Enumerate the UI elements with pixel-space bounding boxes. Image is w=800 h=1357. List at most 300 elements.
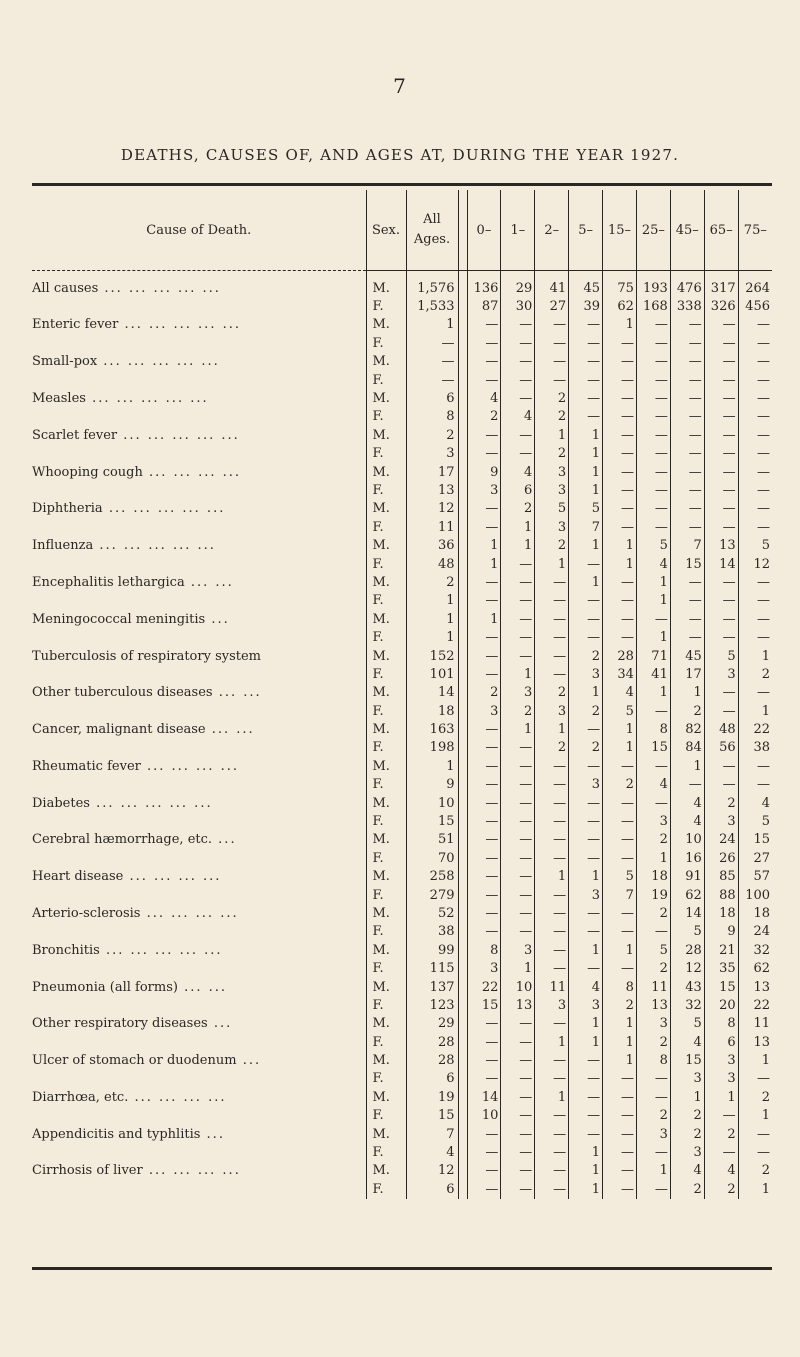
table-body [32,271,772,1199]
cause-cell [32,978,366,996]
age-group-cell: — [603,408,637,426]
cause-cell [32,996,366,1014]
sex-cell: F. [366,297,406,315]
age-group-cell: 1 [569,684,603,702]
age-group-cell: — [535,353,569,371]
age-group-cell: 4 [603,684,637,702]
age-group-cell: 48 [704,720,738,738]
dot-leader: ... ... [177,979,228,995]
age-group-cell: — [738,334,772,352]
age-group-cell: 3 [636,1015,670,1033]
age-group-cell: — [535,1070,569,1088]
age-group-cell: 12 [738,555,772,573]
cause-cell [32,592,366,610]
age-group-cell: — [569,812,603,830]
age-group-cell: — [738,481,772,499]
age-group-cell: 338 [670,297,704,315]
cause-cell [32,573,366,591]
age-group-cell: — [467,426,501,444]
cause-cell [32,757,366,775]
sex-cell: F. [366,1033,406,1051]
age-group-cell: 4 [569,978,603,996]
cause-label: Pneumonia (all forms) [32,979,178,995]
column-divider [458,353,467,371]
age-group-cell: — [467,1180,501,1198]
dot-leader: ... ... [212,685,262,701]
table-row [32,1015,772,1033]
sex-cell: F. [366,481,406,499]
column-divider [458,334,467,352]
column-divider [458,776,467,794]
header-age-group: 15– [603,190,637,271]
column-divider [458,720,467,738]
sex-cell: F. [366,886,406,904]
age-group-cell: 1 [704,1088,738,1106]
age-group-cell: — [569,628,603,646]
age-group-cell: — [670,334,704,352]
age-group-cell: 2 [535,389,569,407]
sex-cell: F. [366,334,406,352]
all-ages-cell: 1 [406,757,458,775]
cause-label: Diarrhœa, etc. [32,1089,129,1105]
all-ages-cell: 15 [406,812,458,830]
age-group-cell: 6 [704,1033,738,1051]
age-group-cell: 45 [569,279,603,297]
table-row [32,647,772,665]
sex-cell: M. [366,720,406,738]
age-group-cell: 4 [704,1162,738,1180]
age-group-cell: 10 [467,1107,501,1125]
dot-leader: ... ... ... ... ... [98,280,221,296]
age-group-cell: 5 [603,868,637,886]
column-divider [458,941,467,959]
age-group-cell: — [501,1051,535,1069]
dot-leader: ... [207,1016,233,1032]
all-ages-cell: 137 [406,978,458,996]
age-group-cell: 8 [603,978,637,996]
age-group-cell: 2 [704,1180,738,1198]
age-group-cell: 75 [603,279,637,297]
all-ages-cell: 1 [406,592,458,610]
age-group-cell: 39 [569,297,603,315]
column-divider [458,628,467,646]
age-group-cell: 14 [704,555,738,573]
table-row [32,849,772,867]
age-group-cell: — [670,518,704,536]
dot-leader: ... ... ... ... [142,464,241,480]
age-group-cell: 3 [636,812,670,830]
age-group-cell: 6 [501,481,535,499]
top-rule [32,183,772,186]
age-group-cell: — [501,573,535,591]
age-group-cell: — [535,776,569,794]
column-divider [458,1088,467,1106]
age-group-cell: 3 [501,941,535,959]
age-group-cell: — [704,500,738,518]
age-group-cell: 1 [535,720,569,738]
dot-leader: ... ... ... ... ... [117,427,240,443]
sex-cell: M. [366,1125,406,1143]
age-group-cell: — [501,334,535,352]
age-group-cell: 1 [670,684,704,702]
cause-cell [32,812,366,830]
all-ages-cell: 4 [406,1143,458,1161]
age-group-cell: — [738,518,772,536]
age-group-cell: 1 [738,647,772,665]
cause-cell [32,316,366,334]
all-ages-cell: 7 [406,1125,458,1143]
age-group-cell: 27 [535,297,569,315]
age-group-cell: 71 [636,647,670,665]
cause-cell [32,445,366,463]
age-group-cell: — [704,389,738,407]
column-divider [458,665,467,683]
age-group-cell: 13 [704,536,738,554]
age-group-cell: 1 [569,1180,603,1198]
age-group-cell: 1 [569,868,603,886]
age-group-cell: 1 [603,1015,637,1033]
sex-cell: M. [366,831,406,849]
age-group-cell: — [467,628,501,646]
age-group-cell: 5 [738,536,772,554]
age-group-cell: — [535,904,569,922]
age-group-cell: 13 [501,996,535,1014]
age-group-cell: 11 [738,1015,772,1033]
sex-cell: M. [366,757,406,775]
table-row [32,1033,772,1051]
age-group-cell: 3 [467,481,501,499]
cause-label: Cerebral hæmorrhage, etc. [32,832,213,848]
sex-cell: M. [366,1088,406,1106]
cause-cell [32,628,366,646]
sex-cell: F. [366,1143,406,1161]
column-divider [458,592,467,610]
age-group-cell: — [636,445,670,463]
sex-cell: M. [366,868,406,886]
cause-label: Meningococcal meningitis [32,611,206,627]
cause-cell [32,297,366,315]
table-row [32,886,772,904]
cause-label: Measles [32,391,86,407]
age-group-cell: 7 [670,536,704,554]
age-group-cell: — [467,757,501,775]
age-group-cell: — [569,353,603,371]
age-group-cell: 1 [738,1051,772,1069]
age-group-cell: — [704,518,738,536]
age-group-cell: 12 [670,959,704,977]
age-group-cell: — [535,610,569,628]
sex-cell: F. [366,592,406,610]
age-group-cell: — [636,1088,670,1106]
age-group-cell: — [704,776,738,794]
column-divider [458,868,467,886]
age-group-cell: 2 [738,1162,772,1180]
column-divider [458,1180,467,1198]
age-group-cell: — [501,371,535,389]
age-group-cell: 28 [670,941,704,959]
age-group-cell: 3 [704,1051,738,1069]
age-group-cell: — [603,389,637,407]
age-group-cell: 14 [467,1088,501,1106]
all-ages-cell: — [406,371,458,389]
table-row [32,316,772,334]
age-group-cell: 3 [569,886,603,904]
age-group-cell: 3 [704,1070,738,1088]
table-row [32,978,772,996]
age-group-cell: — [467,886,501,904]
age-group-cell: 4 [501,408,535,426]
table-row [32,959,772,977]
age-group-cell: 41 [636,665,670,683]
age-group-cell: 2 [603,996,637,1014]
column-divider [458,1033,467,1051]
sex-cell: F. [366,996,406,1014]
age-group-cell: 3 [535,518,569,536]
all-ages-cell: 1 [406,316,458,334]
age-group-cell: 1 [636,849,670,867]
column-divider [458,702,467,720]
cause-cell [32,702,366,720]
table-row [32,463,772,481]
sex-cell: M. [366,1015,406,1033]
age-group-cell: 2 [738,665,772,683]
table-row [32,573,772,591]
age-group-cell: — [501,794,535,812]
age-group-cell: 1 [501,720,535,738]
age-group-cell: 2 [501,702,535,720]
age-group-cell: 82 [670,720,704,738]
all-ages-cell: 11 [406,518,458,536]
age-group-cell: — [670,353,704,371]
age-group-cell: — [603,757,637,775]
cause-cell [32,610,366,628]
all-ages-cell: 123 [406,996,458,1014]
mortality-table [32,190,772,1199]
sex-cell: F. [366,1180,406,1198]
age-group-cell: — [704,353,738,371]
column-divider [458,1107,467,1125]
dot-leader: ... ... ... ... ... [99,942,223,958]
age-group-cell: 20 [704,996,738,1014]
age-group-cell: 9 [704,923,738,941]
age-group-cell: 4 [738,794,772,812]
sex-cell: M. [366,279,406,297]
all-ages-cell: 9 [406,776,458,794]
age-group-cell: — [501,812,535,830]
column-divider [458,886,467,904]
column-divider [458,316,467,334]
sex-cell: F. [366,959,406,977]
age-group-cell: — [704,573,738,591]
sex-cell: F. [366,739,406,757]
age-group-cell: 3 [670,1143,704,1161]
cause-cell [32,923,366,941]
age-group-cell: 2 [636,831,670,849]
age-group-cell: — [636,481,670,499]
age-group-cell: 3 [535,702,569,720]
cause-cell [32,1070,366,1088]
age-group-cell: — [603,1143,637,1161]
age-group-cell: 18 [704,904,738,922]
age-group-cell: 10 [501,978,535,996]
age-group-cell: — [670,592,704,610]
age-group-cell: — [467,518,501,536]
column-divider [458,389,467,407]
cause-cell [32,481,366,499]
all-ages-cell: 38 [406,923,458,941]
age-group-cell: — [738,316,772,334]
cause-cell [32,849,366,867]
all-ages-cell: — [406,353,458,371]
age-group-cell: — [738,353,772,371]
table-spacer [32,271,772,280]
header-age-group: 0– [467,190,501,271]
age-group-cell: 2 [738,1088,772,1106]
age-group-cell: 4 [636,776,670,794]
age-group-cell: — [569,408,603,426]
table-row [32,371,772,389]
age-group-cell: — [535,959,569,977]
all-ages-cell: 1 [406,628,458,646]
age-group-cell: — [704,445,738,463]
age-group-cell: 1 [603,555,637,573]
age-group-cell: 1 [569,1033,603,1051]
age-group-cell: 27 [738,849,772,867]
dot-leader: ... ... ... ... ... [102,501,226,517]
all-ages-cell: 163 [406,720,458,738]
table-row [32,1088,772,1106]
age-group-cell: 15 [704,978,738,996]
cause-cell [32,389,366,407]
column-divider [458,978,467,996]
age-group-cell: — [569,1051,603,1069]
column-divider [458,959,467,977]
age-group-cell: — [670,445,704,463]
age-group-cell: 15 [670,555,704,573]
age-group-cell: — [535,1051,569,1069]
age-group-cell: — [501,1162,535,1180]
table-row [32,408,772,426]
age-group-cell: 5 [670,1015,704,1033]
all-ages-cell: 70 [406,849,458,867]
table-row [32,297,772,315]
dot-leader: ... ... ... ... ... [97,354,220,370]
age-group-cell: 1 [636,573,670,591]
age-group-cell: 100 [738,886,772,904]
age-group-cell: — [467,831,501,849]
age-group-cell: 1 [636,628,670,646]
age-group-cell: — [501,647,535,665]
age-group-cell: 1 [569,481,603,499]
age-group-cell: 3 [535,996,569,1014]
header-all-ages-line1: All [423,212,441,227]
age-group-cell: 85 [704,868,738,886]
age-group-cell: — [670,610,704,628]
cause-label: All causes [32,280,99,296]
column-divider [458,279,467,297]
table-row [32,776,772,794]
table-row [32,739,772,757]
age-group-cell: — [636,334,670,352]
header-age-group: 45– [670,190,704,271]
age-group-cell: 3 [569,665,603,683]
age-group-cell: 5 [704,647,738,665]
sex-cell: M. [366,463,406,481]
column-divider [458,426,467,444]
all-ages-cell: 18 [406,702,458,720]
cause-cell [32,1162,366,1180]
cause-cell [32,647,366,665]
all-ages-cell: 52 [406,904,458,922]
age-group-cell: 16 [670,849,704,867]
age-group-cell: 1 [670,757,704,775]
all-ages-cell: 10 [406,794,458,812]
page-number: 7 [393,74,407,98]
age-group-cell: — [501,886,535,904]
age-group-cell: 88 [704,886,738,904]
cause-cell [32,720,366,738]
age-group-cell: — [704,1143,738,1161]
all-ages-cell: 48 [406,555,458,573]
all-ages-cell: 13 [406,481,458,499]
age-group-cell: — [704,463,738,481]
age-group-cell: 193 [636,279,670,297]
cause-cell [32,831,366,849]
age-group-cell: — [501,849,535,867]
table-row [32,389,772,407]
age-group-cell: 1 [603,941,637,959]
cause-cell [32,868,366,886]
age-group-cell: 2 [535,408,569,426]
age-group-cell: 1 [636,592,670,610]
age-group-cell: — [704,757,738,775]
column-divider [458,812,467,830]
age-group-cell: — [501,389,535,407]
age-group-cell: — [603,1070,637,1088]
sex-cell: F. [366,1070,406,1088]
age-group-cell: — [535,941,569,959]
cause-cell [32,776,366,794]
age-group-cell: 11 [636,978,670,996]
column-divider [458,500,467,518]
age-group-cell: 15 [636,739,670,757]
cause-label: Enteric fever [32,317,119,333]
age-group-cell: — [535,886,569,904]
age-group-cell: 41 [535,279,569,297]
age-group-cell: — [670,426,704,444]
table-row [32,812,772,830]
header-cause: Cause of Death. [32,190,366,271]
age-group-cell: — [636,702,670,720]
cause-cell [32,886,366,904]
all-ages-cell: 1,576 [406,279,458,297]
age-group-cell: 22 [738,996,772,1014]
age-group-cell: 30 [501,297,535,315]
age-group-cell: — [535,371,569,389]
age-group-cell: — [535,812,569,830]
age-group-cell: 34 [603,665,637,683]
table-row [32,665,772,683]
age-group-cell: — [738,776,772,794]
age-group-cell: 24 [704,831,738,849]
age-group-cell: — [535,665,569,683]
age-group-cell: — [670,481,704,499]
all-ages-cell: 152 [406,647,458,665]
age-group-cell: — [704,1107,738,1125]
age-group-cell: 3 [535,481,569,499]
age-group-cell: — [670,371,704,389]
sex-cell: F. [366,518,406,536]
